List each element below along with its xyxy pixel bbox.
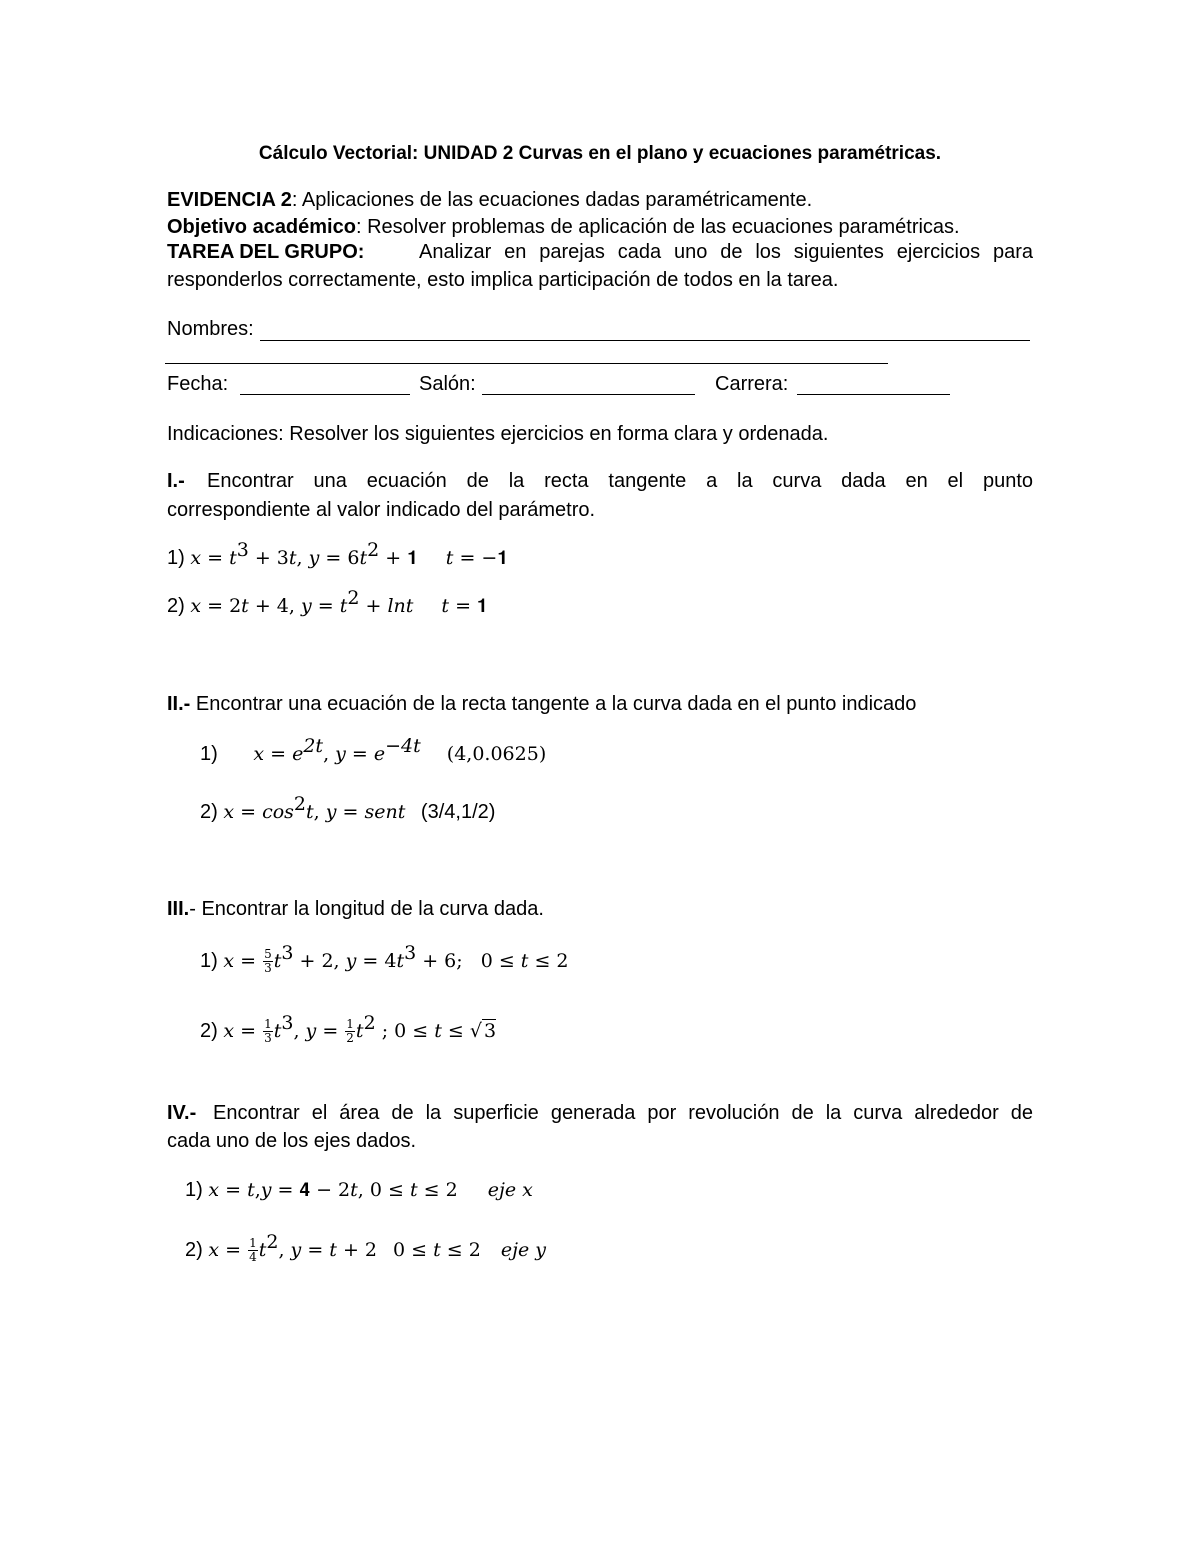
section2-line xyxy=(167,690,916,719)
exercise-number: 2) xyxy=(185,1239,203,1261)
indicaciones-text: Indicaciones: Resolver los siguientes ejercicios en forma clara y ordenada. xyxy=(167,423,829,445)
salon-field[interactable] xyxy=(482,394,695,395)
nombres-field[interactable] xyxy=(260,340,1030,341)
tarea-label: TAREA DEL GRUPO: xyxy=(167,241,365,263)
objetivo-text: : Resolver problemas de aplicación de las ecuaciones paramétricas. xyxy=(355,216,960,238)
evidencia-text: : Aplicaciones de las ecuaciones dadas paramétricamente. xyxy=(291,189,813,211)
tarea-text-1: Analizar en parejas cada uno de los siguientes ejercicios para xyxy=(419,241,1033,263)
exercise-number: 2) xyxy=(200,1020,218,1042)
section3-exercise-2: 2) x = $\frac{1}{3}$ $t^3$, y = $\frac{1}{2}$ $t^2$ ; 0 ≤ t ≤ √ 3 xyxy=(200,1012,497,1046)
section3-text: - Encontrar la longitud de la curva dada. xyxy=(189,898,544,920)
section3-label: III. xyxy=(167,898,190,920)
exercise-number: 1) xyxy=(200,950,218,972)
exercise-number: 1) xyxy=(185,1179,203,1201)
section1-text-2: correspondiente al valor indicado del parámetro. xyxy=(167,499,596,521)
nombres-field-2[interactable] xyxy=(165,363,888,364)
section4-line-1 xyxy=(167,1099,1033,1128)
carrera-field[interactable] xyxy=(797,394,950,395)
evidencia-label: EVIDENCIA 2 xyxy=(167,189,292,211)
salon-label: Salón: xyxy=(419,373,476,395)
evidencia-line xyxy=(167,186,812,215)
section4-text-1: Encontrar el área de la superficie generada por revolución de la curva alrededor de xyxy=(213,1102,1033,1124)
section2-text: Encontrar una ecuación de la recta tangente a la curva dada en el punto indicado xyxy=(195,693,917,715)
exercise-number: 1) xyxy=(167,547,185,569)
section4-exercise-1: 1) x = t,y = 𝟒 − 2t, 0 ≤ t ≤ 2 eje x xyxy=(185,1179,533,1201)
section1-exercise-1: 1) $x = t^3 + 3t$, $y = 6t^2$ + 𝟏 t = −𝟏 xyxy=(167,539,508,569)
section1-label: I.- xyxy=(167,470,185,492)
section3-exercise-1: 1) x = $\frac{5}{3}$ $t^3 + 2$, $y = 4t^3 + 6$; 0 ≤ t ≤ 2 xyxy=(200,942,569,976)
fecha-label: Fecha: xyxy=(167,373,229,395)
exercise-number: 2) xyxy=(200,801,218,823)
section2-label: II.- xyxy=(167,693,191,715)
page-title: Cálculo Vectorial: UNIDAD 2 Curvas en el plano y ecuaciones paramétricas. xyxy=(258,143,942,164)
section3-line xyxy=(167,895,544,924)
equation: x xyxy=(190,547,202,569)
section4-exercise-2: 2) x = $\frac{1}{4}$ $t^2$, y = t + 2 0 ≤ t ≤ 2 eje y xyxy=(185,1231,546,1265)
section1-line-1 xyxy=(167,467,1033,496)
objetivo-label: Objetivo académico xyxy=(167,216,356,238)
exercise-number: 2) xyxy=(167,595,185,617)
nombres-label: Nombres: xyxy=(167,318,254,340)
carrera-label: Carrera: xyxy=(715,373,789,395)
section1-text-1: Encontrar una ecuación de la recta tangente a la curva dada en el punto xyxy=(207,470,1033,492)
section2-point: (3/4,1/2) xyxy=(420,801,496,823)
tarea-text-2: responderlos correctamente, esto implica participación de todos en la tarea. xyxy=(167,269,839,291)
section2-exercise-2: 2) $x = \cos^2t$, y = sent (3/4,1/2) xyxy=(200,793,496,823)
section1-exercise-2: 2) x = 2t + 4, $y = t^2 + \ln t$ t = 𝟏 xyxy=(167,587,488,617)
tarea-line-1 xyxy=(167,238,1033,267)
fecha-field[interactable] xyxy=(240,394,410,395)
section2-exercise-1: 1) $x = e^{2t}$, $y = e^{-4t}$ (4,0.0625) xyxy=(200,735,547,765)
section4-text-2: cada uno de los ejes dados. xyxy=(167,1130,417,1152)
section4-label: IV.- xyxy=(167,1102,197,1124)
exercise-number: 1) xyxy=(200,743,218,765)
